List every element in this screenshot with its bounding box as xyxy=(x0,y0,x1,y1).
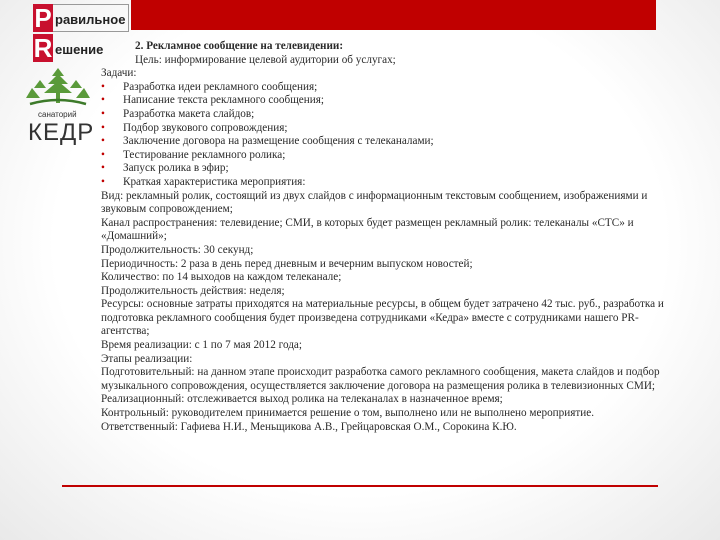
bullet-icon: • xyxy=(101,175,105,188)
task-item xyxy=(101,162,679,176)
bullet-icon: • xyxy=(101,107,105,120)
tasks-title: Задачи: xyxy=(101,67,137,80)
task-item xyxy=(101,122,679,136)
kedr-subtitle: санаторий xyxy=(38,110,77,119)
task-item xyxy=(101,81,679,95)
bullet-icon: • xyxy=(101,135,105,148)
para-channel: Канал распространения: телевидение; СМИ, в которых будет размещен рекламный ролик: телеканалы «СТС» и «Домашний»; xyxy=(101,216,634,243)
task-text: Разработка идеи рекламного сообщения; xyxy=(123,80,318,93)
task-item xyxy=(101,108,679,122)
bullet-icon: • xyxy=(101,148,105,161)
bottom-accent-rule xyxy=(62,485,658,487)
para-stage-control: Контрольный: руководителем принимается решение о том, выполнено или не выполнено мероприятие. xyxy=(101,407,595,420)
para-stage-prep: Подготовительный: на данном этапе происходит разработка самого рекламного сообщения, макета слайдов и подбор музыкального сопровождения, осуществляется заключение договора на размещения ролика в телевизионных СМИ; xyxy=(101,366,660,392)
para-duration: Продолжительность: 30 секунд; xyxy=(101,243,254,256)
goal-line: Цель: информирование целевой аудитории об услугах; xyxy=(135,53,396,66)
para-period: Продолжительность действия: неделя; xyxy=(101,284,285,297)
logo-kedr xyxy=(24,66,94,148)
para-resources: Ресурсы: основные затраты приходятся на материальные ресурсы, в общем будет затрачено 42 тыс. руб., разработка и подготовка рекламного сообщения будет произведена сотрудниками «Кедра» вместе с сотрудниками нашего PR-агентства; xyxy=(101,298,664,338)
para-stage-impl: Реализационный: отслеживается выход ролика на телеканалах в назначенное время; xyxy=(101,393,503,406)
logo-text-reshenie: ешение xyxy=(55,42,104,57)
bullet-icon: • xyxy=(101,80,105,93)
cedar-tree-icon xyxy=(26,66,90,110)
logo-text-pravilnoe: равильное xyxy=(55,12,126,27)
para-responsible: Ответственный: Гафиева Н.И., Меньщикова А.В., Грейцаровская О.М., Сорокина К.Ю. xyxy=(101,420,517,433)
task-text: Подбор звукового сопровождения; xyxy=(123,121,288,134)
task-item xyxy=(101,176,679,190)
para-quantity: Количество: по 14 выходов на каждом телеканале; xyxy=(101,271,342,284)
para-type: Вид: рекламный ролик, состоящий из двух слайдов с информационным текстовым сообщением, изображениями и звуковым сопровождением; xyxy=(101,189,648,216)
section-heading: 2. Рекламное сообщение на телевидении: xyxy=(135,40,344,52)
bullet-icon: • xyxy=(101,162,105,175)
logo-letter-r: R xyxy=(33,33,53,63)
task-text: Написание текста рекламного сообщения; xyxy=(123,94,324,107)
task-text: Краткая характеристика мероприятия: xyxy=(123,175,306,188)
task-text: Заключение договора на размещение сообщения с телеканалами; xyxy=(123,135,434,148)
kedr-title: КЕДР xyxy=(28,119,95,146)
bullet-icon: • xyxy=(101,121,105,134)
task-text: Запуск ролика в эфир; xyxy=(123,162,229,175)
top-accent-bar xyxy=(131,0,656,30)
para-time: Время реализации: с 1 по 7 мая 2012 года; xyxy=(101,339,302,352)
task-item xyxy=(101,135,679,149)
para-stages-title: Этапы реализации: xyxy=(101,352,193,365)
logo-row-1 xyxy=(33,4,130,32)
bullet-icon: • xyxy=(101,94,105,107)
task-item xyxy=(101,149,679,163)
task-text: Разработка макета слайдов; xyxy=(123,107,255,120)
task-item xyxy=(101,94,679,108)
para-frequency: Периодичность: 2 раза в день перед дневным и вечерним выпуском новостей; xyxy=(101,257,473,270)
logo-letter-p: P xyxy=(34,3,52,33)
task-text: Тестирование рекламного ролика; xyxy=(123,148,286,161)
slide-content xyxy=(101,40,679,434)
